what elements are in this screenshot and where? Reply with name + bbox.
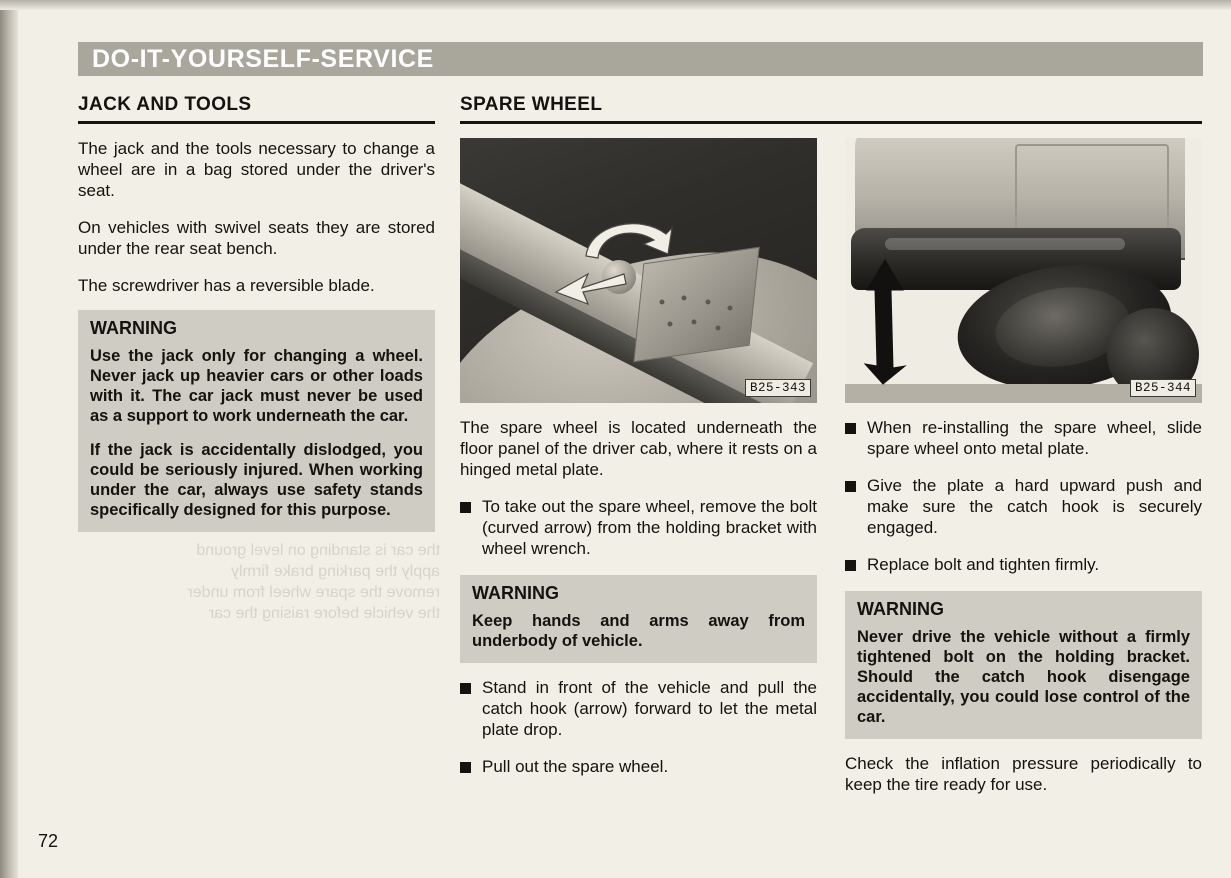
spare-wheel-subcolumns xyxy=(460,138,1202,811)
banner-title: DO-IT-YOURSELF-SERVICE xyxy=(92,44,434,73)
column-spare-wheel xyxy=(460,94,1202,811)
hands-warning-paragraph-1: Keep hands and arms away from underbody of vehicle. xyxy=(472,612,805,650)
jack-and-tools-heading: JACK AND TOOLS xyxy=(78,94,252,115)
upward-arrow-icon xyxy=(863,256,909,386)
subcolumn-installation xyxy=(845,138,1202,811)
jack-paragraph-1: The jack and the tools necessary to change a wheel are in a bag stored under the driver's seat. xyxy=(78,139,435,200)
straight-arrow-icon xyxy=(552,266,630,306)
bumper-highlight xyxy=(885,238,1125,250)
install-bullet-3: Replace bolt and tighten firmly. xyxy=(845,554,1202,575)
figure-right-caption: B25-344 xyxy=(1130,379,1196,397)
page-content xyxy=(78,42,1203,842)
removal-bullet-2: Stand in front of the vehicle and pull the catch hook (arrow) forward to let the metal plate drop. xyxy=(460,677,817,740)
drive-warning-paragraph-1: Never drive the vehicle without a firmly tightened bolt on the holding bracket. Should the catch hook disengage accidentally, you could lose control of the car. xyxy=(857,628,1190,726)
jack-warning-box xyxy=(78,310,435,532)
install-bullet-1: When re-installing the spare wheel, slide spare wheel onto metal plate. xyxy=(845,417,1202,459)
figure-left-caption: B25-343 xyxy=(745,379,811,397)
heading-rule-right xyxy=(460,121,1202,124)
body-panel-outline xyxy=(1015,144,1169,232)
subcolumn-removal xyxy=(460,138,817,811)
curved-arrow-icon xyxy=(580,210,676,268)
jack-paragraph-2: On vehicles with swivel seats they are stored under the rear seat bench. xyxy=(78,218,435,258)
plate-rivets xyxy=(650,288,746,348)
hands-warning-title: WARNING xyxy=(472,583,559,603)
jack-warning-paragraph-1: Use the jack only for changing a wheel. Never jack up heavier cars or other loads with it. The car jack must never be used as a support to work underneath the car. xyxy=(90,347,423,425)
drive-warning-box xyxy=(845,591,1202,739)
column-jack-and-tools xyxy=(78,94,435,811)
jack-paragraph-3: The screwdriver has a reversible blade. xyxy=(78,276,375,295)
bleed-through-text: the car is standing on level ground apply the parking brake firmly remove the spare wheel from under the vehicle before raising the car xyxy=(187,542,440,622)
figure-spare-wheel-bracket xyxy=(460,138,817,403)
removal-bullet-1: To take out the spare wheel, remove the bolt (curved arrow) from the holding bracket with wheel wrench. xyxy=(460,496,817,559)
jack-warning-title: WARNING xyxy=(90,318,177,338)
removal-bullet-3: Pull out the spare wheel. xyxy=(460,756,817,777)
section-banner xyxy=(78,42,1203,76)
page-top-shadow xyxy=(0,0,1231,10)
drive-warning-title: WARNING xyxy=(857,599,944,619)
page-columns xyxy=(78,94,1203,811)
hands-warning-box xyxy=(460,575,817,663)
spare-wheel-intro: The spare wheel is located underneath the floor panel of the driver cab, where it rests on a hinged metal plate. xyxy=(460,418,817,479)
install-bullet-2: Give the plate a hard upward push and make sure the catch hook is securely engaged. xyxy=(845,475,1202,538)
jack-warning-paragraph-2: If the jack is accidentally dislodged, you could be seriously injured. When working under the car, always use safety stands specifically designed for this purpose. xyxy=(90,441,423,519)
inflation-note: Check the inflation pressure periodically to keep the tire ready for use. xyxy=(845,754,1202,794)
heading-rule xyxy=(78,121,435,124)
figure-spare-wheel-under-vehicle xyxy=(845,138,1202,403)
spare-wheel-heading: SPARE WHEEL xyxy=(460,94,603,115)
page-edge-shadow xyxy=(0,0,18,878)
page-number: 72 xyxy=(38,831,59,851)
